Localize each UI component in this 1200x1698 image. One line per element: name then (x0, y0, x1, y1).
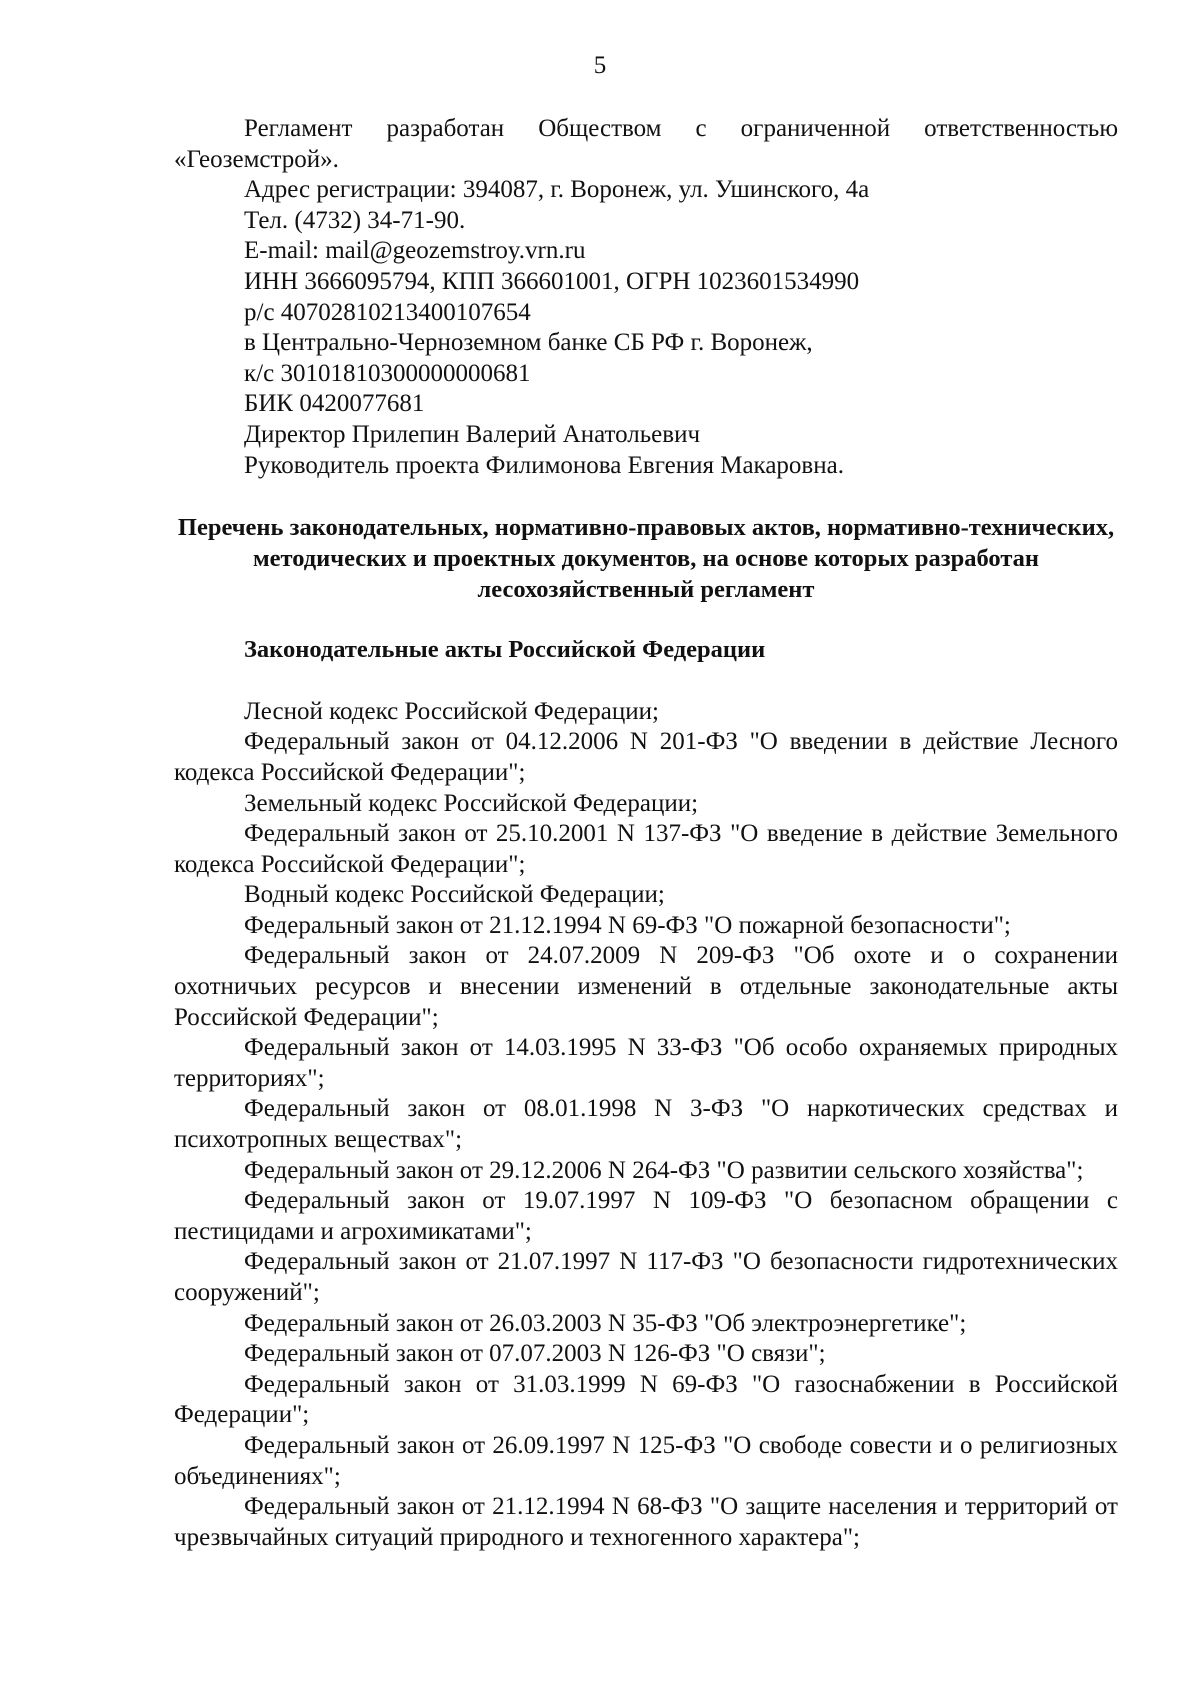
developer-project-manager: Руководитель проекта Филимонова Евгения Макаровна. (244, 451, 844, 479)
page-content (174, 114, 1118, 1553)
list-item: Федеральный закон от 21.12.1994 N 69-ФЗ "О пожарной безопасности"; (244, 911, 1011, 939)
developer-bik: БИК 0420077681 (244, 390, 425, 418)
list-item: Федеральный закон от 04.12.2006 N 201-ФЗ "О введении в действие Лесного кодекса Российской Федерации"; (174, 728, 1118, 786)
acts-list (174, 697, 1118, 1554)
section-heading: Перечень законодательных, нормативно-правовых актов, нормативно-технических, методических и проектных документов, на основе которых разработан лесохозяйственный регламент (177, 514, 1115, 604)
list-item: Федеральный закон от 25.10.2001 N 137-ФЗ "О введение в действие Земельного кодекса Российской Федерации"; (174, 820, 1118, 878)
developer-corr-account: к/с 30101810300000000681 (244, 359, 531, 387)
list-item: Федеральный закон от 26.09.1997 N 125-ФЗ "О свободе совести и о религиозных объединениях"; (174, 1431, 1118, 1490)
developer-email: E-mail: mail@geozemstroy.vrn.ru (244, 237, 586, 265)
list-item: Федеральный закон от 26.03.2003 N 35-ФЗ "Об электроэнергетике"; (244, 1309, 967, 1337)
developer-director: Директор Прилепин Валерий Анатольевич (244, 420, 701, 448)
list-item: Водный кодекс Российской Федерации; (244, 881, 665, 909)
list-item: Федеральный закон от 14.03.1995 N 33-ФЗ "Об особо охраняемых природных территориях"; (174, 1034, 1118, 1092)
developer-bank: в Центрально-Черноземном банке СБ РФ г. Воронеж, (244, 329, 813, 357)
list-item: Федеральный закон от 21.12.1994 N 68-ФЗ "О защите населения и территорий от чрезвычайных ситуаций природного и техногенного характера"; (174, 1493, 1118, 1551)
list-item: Федеральный закон от 08.01.1998 N 3-ФЗ "О наркотических средствах и психотропных веществах"; (174, 1095, 1118, 1154)
list-item: Федеральный закон от 07.07.2003 N 126-ФЗ "О связи"; (244, 1340, 826, 1368)
developer-address: Адрес регистрации: 394087, г. Воронеж, ул. Ушинского, 4а (244, 176, 870, 204)
list-item: Федеральный закон от 21.07.1997 N 117-ФЗ "О безопасности гидротехнических сооружений"; (174, 1248, 1118, 1306)
developer-intro: Регламент разработан Обществом с ограниченной ответственностью «Геоземстрой». (174, 115, 1118, 173)
list-item: Федеральный закон от 29.12.2006 N 264-ФЗ "О развитии сельского хозяйства"; (244, 1156, 1084, 1184)
developer-tax-ids: ИНН 3666095794, КПП 366601001, ОГРН 1023601534990 (244, 267, 860, 295)
developer-account: р/с 40702810213400107654 (244, 298, 531, 326)
developer-phone: Тел. (4732) 34-71-90. (244, 206, 466, 234)
section-subheading: Законодательные акты Российской Федерации (244, 636, 766, 664)
list-item: Федеральный закон от 19.07.1997 N 109-ФЗ "О безопасном обращении с пестицидами и агрохимикатами"; (174, 1187, 1118, 1245)
list-item: Федеральный закон от 24.07.2009 N 209-ФЗ "Об охоте и о сохранении охотничьих ресурсов и внесении изменений в отдельные законодательные акты Российской Федерации"; (174, 942, 1118, 1031)
list-item: Земельный кодекс Российской Федерации; (244, 789, 699, 817)
list-item: Лесной кодекс Российской Федерации; (244, 697, 659, 725)
page-number: 5 (593, 52, 607, 79)
list-item: Федеральный закон от 31.03.1999 N 69-ФЗ "О газоснабжении в Российской Федерации"; (174, 1370, 1118, 1429)
